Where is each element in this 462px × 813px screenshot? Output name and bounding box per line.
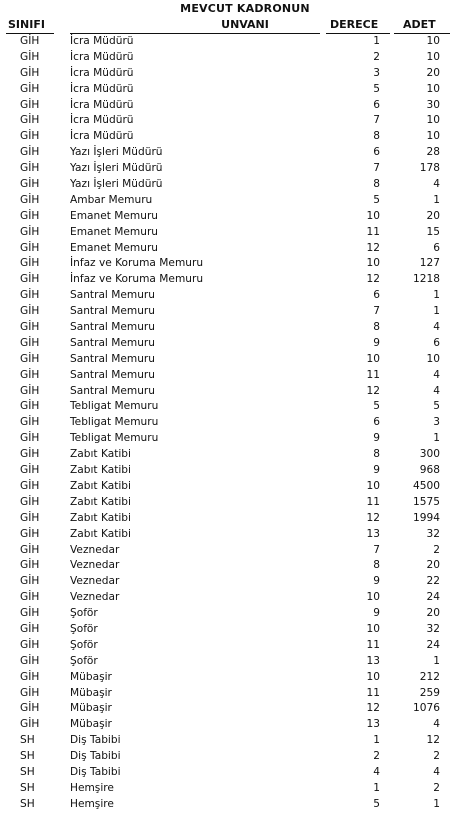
cell-derece: 9: [373, 607, 380, 620]
table-row: [0, 463, 462, 479]
table-row: [0, 177, 462, 193]
cell-sinif: GİH: [20, 559, 40, 572]
table-row: [0, 574, 462, 590]
cell-derece: 12: [366, 702, 380, 715]
cell-unvan: Emanet Memuru: [70, 209, 159, 222]
table-row: [0, 209, 462, 225]
table-row: [0, 352, 462, 368]
cell-derece: 11: [366, 368, 380, 381]
cell-derece: 9: [373, 336, 380, 349]
cell-derece: 12: [366, 384, 380, 397]
cell-adet: 10: [426, 35, 440, 47]
cell-adet: 4: [433, 321, 440, 334]
table-title: MEVCUT KADRONUN: [180, 2, 310, 15]
cell-adet: 30: [426, 98, 440, 111]
col-header-derece: DERECE: [330, 18, 379, 31]
cell-sinif: GİH: [20, 622, 40, 635]
cell-adet: 20: [426, 559, 440, 572]
cell-unvan: Mübaşir: [70, 686, 112, 699]
cell-sinif: GİH: [20, 241, 40, 254]
cell-sinif: GİH: [20, 575, 40, 588]
cell-sinif: GİH: [20, 305, 40, 318]
cell-unvan: Santral Memuru: [70, 384, 156, 397]
table-row: [0, 415, 462, 431]
cell-unvan: Veznedar: [70, 575, 120, 588]
table-row: [0, 161, 462, 177]
cell-adet: 1575: [413, 495, 440, 508]
cell-sinif: GİH: [20, 273, 40, 286]
cell-sinif: GİH: [20, 209, 40, 222]
column-header-row: [0, 18, 462, 33]
cell-adet: 1: [433, 193, 440, 206]
cell-derece: 10: [366, 352, 380, 365]
cell-adet: 32: [426, 527, 440, 540]
cell-derece: 5: [373, 797, 380, 810]
cell-adet: 10: [426, 352, 440, 365]
cell-sinif: GİH: [20, 654, 40, 667]
table-row: [0, 129, 462, 145]
cell-derece: 8: [373, 448, 380, 461]
cell-sinif: GİH: [20, 591, 40, 604]
cell-derece: 9: [373, 432, 380, 445]
cell-adet: 1: [433, 305, 440, 318]
cell-unvan: Santral Memuru: [70, 368, 156, 381]
cell-adet: 1076: [413, 702, 440, 715]
cell-derece: 8: [373, 321, 380, 334]
cell-derece: 3: [373, 66, 380, 79]
cell-sinif: GİH: [20, 400, 40, 413]
cell-unvan: Zabıt Katibi: [70, 464, 131, 477]
table-row: [0, 622, 462, 638]
cell-sinif: GİH: [20, 464, 40, 477]
cell-adet: 15: [426, 225, 440, 238]
cell-unvan: Santral Memuru: [70, 321, 156, 334]
cell-derece: 12: [366, 273, 380, 286]
cell-sinif: GİH: [20, 368, 40, 381]
cell-derece: 13: [366, 718, 380, 731]
cell-derece: 5: [373, 400, 380, 413]
cell-adet: 20: [426, 66, 440, 79]
table-row: [0, 543, 462, 559]
table-row: [0, 606, 462, 622]
cell-adet: 4: [433, 384, 440, 397]
cell-adet: 1: [433, 289, 440, 302]
cell-sinif: SH: [20, 797, 35, 810]
cell-unvan: İcra Müdürü: [70, 82, 134, 95]
cell-unvan: Yazı İşleri Müdürü: [70, 162, 163, 175]
col-header-sinif: SINIFI: [8, 18, 45, 31]
cell-derece: 9: [373, 464, 380, 477]
cell-sinif: GİH: [20, 50, 40, 63]
cell-unvan: Tebligat Memuru: [70, 400, 159, 413]
cell-sinif: GİH: [20, 416, 40, 429]
cell-adet: 1: [433, 654, 440, 667]
cell-unvan: İnfaz ve Koruma Memuru: [70, 257, 204, 270]
cell-derece: 12: [366, 511, 380, 524]
cell-sinif: SH: [20, 765, 35, 778]
cell-derece: 6: [373, 146, 380, 159]
cell-sinif: GİH: [20, 543, 40, 556]
table-row: [0, 686, 462, 702]
cell-unvan: Hemşire: [70, 797, 114, 810]
table-row: [0, 336, 462, 352]
cell-adet: 22: [426, 575, 440, 588]
table-row: [0, 638, 462, 654]
table-row: [0, 495, 462, 511]
cell-sinif: GİH: [20, 114, 40, 127]
cell-sinif: GİH: [20, 479, 40, 492]
cell-derece: 4: [373, 765, 380, 778]
cell-unvan: Tebligat Memuru: [70, 416, 159, 429]
cell-sinif: GİH: [20, 35, 40, 47]
cell-derece: 13: [366, 527, 380, 540]
table-row: [0, 558, 462, 574]
cell-unvan: Tebligat Memuru: [70, 432, 159, 445]
cell-adet: 178: [419, 162, 440, 175]
cell-derece: 7: [373, 162, 380, 175]
cell-derece: 10: [366, 257, 380, 270]
cell-derece: 1: [373, 734, 380, 747]
cell-adet: 300: [419, 448, 440, 461]
cell-unvan: Şoför: [70, 638, 98, 651]
table-row: [0, 34, 462, 50]
table-body: [0, 34, 462, 813]
cell-adet: 4: [433, 765, 440, 778]
cell-unvan: Veznedar: [70, 559, 120, 572]
cell-sinif: SH: [20, 781, 35, 794]
col-header-adet: ADET: [403, 18, 436, 31]
table-row: [0, 145, 462, 161]
cell-adet: 10: [426, 130, 440, 143]
cell-adet: 4: [433, 178, 440, 191]
cell-unvan: İcra Müdürü: [70, 98, 134, 111]
cell-derece: 8: [373, 559, 380, 572]
table-row: [0, 399, 462, 415]
cell-unvan: Zabıt Katibi: [70, 511, 131, 524]
table-row: [0, 288, 462, 304]
table-row: [0, 590, 462, 606]
table-row: [0, 113, 462, 129]
cell-derece: 11: [366, 495, 380, 508]
cell-adet: 3: [433, 416, 440, 429]
cell-unvan: Diş Tabibi: [70, 765, 121, 778]
cell-derece: 6: [373, 289, 380, 302]
cell-sinif: GİH: [20, 146, 40, 159]
cell-sinif: GİH: [20, 82, 40, 95]
cell-derece: 10: [366, 670, 380, 683]
cell-unvan: İnfaz ve Koruma Memuru: [70, 273, 204, 286]
cell-adet: 5: [433, 400, 440, 413]
cell-derece: 5: [373, 82, 380, 95]
cell-derece: 10: [366, 591, 380, 604]
table-row: [0, 749, 462, 765]
cell-sinif: GİH: [20, 718, 40, 731]
cell-adet: 24: [426, 638, 440, 651]
cell-unvan: Mübaşir: [70, 718, 112, 731]
cell-adet: 259: [419, 686, 440, 699]
cell-unvan: Zabıt Katibi: [70, 448, 131, 461]
cell-sinif: GİH: [20, 432, 40, 445]
cell-sinif: GİH: [20, 527, 40, 540]
cell-derece: 6: [373, 416, 380, 429]
table-row: [0, 256, 462, 272]
table-row: [0, 304, 462, 320]
cell-derece: 7: [373, 305, 380, 318]
cell-derece: 11: [366, 638, 380, 651]
cell-adet: 2: [433, 543, 440, 556]
table-row: [0, 511, 462, 527]
table-row: [0, 527, 462, 543]
cell-unvan: Yazı İşleri Müdürü: [70, 146, 163, 159]
table-row: [0, 670, 462, 686]
cell-unvan: İcra Müdürü: [70, 35, 134, 47]
cell-derece: 10: [366, 479, 380, 492]
cell-derece: 9: [373, 575, 380, 588]
cell-derece: 1: [373, 35, 380, 47]
cell-unvan: Zabıt Katibi: [70, 479, 131, 492]
cell-unvan: İcra Müdürü: [70, 130, 134, 143]
cell-unvan: Diş Tabibi: [70, 734, 121, 747]
cell-derece: 7: [373, 114, 380, 127]
cell-adet: 2: [433, 781, 440, 794]
cell-adet: 968: [419, 464, 440, 477]
cell-adet: 212: [419, 670, 440, 683]
table-row: [0, 797, 462, 813]
cell-sinif: GİH: [20, 511, 40, 524]
cell-unvan: Emanet Memuru: [70, 241, 159, 254]
cell-sinif: GİH: [20, 289, 40, 302]
cell-unvan: İcra Müdürü: [70, 50, 134, 63]
cell-unvan: Şoför: [70, 654, 98, 667]
cell-derece: 1: [373, 781, 380, 794]
cell-unvan: Santral Memuru: [70, 336, 156, 349]
table-row: [0, 272, 462, 288]
cell-adet: 12: [426, 734, 440, 747]
cell-adet: 127: [419, 257, 440, 270]
cell-sinif: GİH: [20, 686, 40, 699]
cell-sinif: GİH: [20, 257, 40, 270]
cell-adet: 10: [426, 114, 440, 127]
cell-unvan: Santral Memuru: [70, 289, 156, 302]
cell-unvan: Yazı İşleri Müdürü: [70, 178, 163, 191]
cell-unvan: Mübaşir: [70, 702, 112, 715]
table-row: [0, 717, 462, 733]
cell-adet: 6: [433, 241, 440, 254]
cell-sinif: GİH: [20, 225, 40, 238]
cell-sinif: GİH: [20, 98, 40, 111]
table-row: [0, 701, 462, 717]
cell-adet: 6: [433, 336, 440, 349]
cell-derece: 11: [366, 225, 380, 238]
table-row: [0, 66, 462, 82]
cell-adet: 1: [433, 797, 440, 810]
table-row: [0, 447, 462, 463]
cell-derece: 8: [373, 130, 380, 143]
cell-adet: 4500: [413, 479, 440, 492]
cell-derece: 6: [373, 98, 380, 111]
table-row: [0, 384, 462, 400]
cell-sinif: GİH: [20, 193, 40, 206]
table-row: [0, 781, 462, 797]
cell-unvan: Zabıt Katibi: [70, 495, 131, 508]
cell-unvan: Hemşire: [70, 781, 114, 794]
cell-sinif: SH: [20, 734, 35, 747]
cell-sinif: GİH: [20, 607, 40, 620]
table-row: [0, 479, 462, 495]
cell-adet: 24: [426, 591, 440, 604]
cell-unvan: İcra Müdürü: [70, 114, 134, 127]
cell-derece: 13: [366, 654, 380, 667]
table-row: [0, 654, 462, 670]
cell-unvan: Veznedar: [70, 543, 120, 556]
cell-adet: 20: [426, 209, 440, 222]
cell-unvan: İcra Müdürü: [70, 66, 134, 79]
table-row: [0, 50, 462, 66]
cell-sinif: GİH: [20, 162, 40, 175]
table-row: [0, 431, 462, 447]
cell-sinif: GİH: [20, 638, 40, 651]
table-row: [0, 193, 462, 209]
cell-adet: 4: [433, 368, 440, 381]
cell-adet: 20: [426, 607, 440, 620]
cell-sinif: GİH: [20, 670, 40, 683]
cell-adet: 32: [426, 622, 440, 635]
cell-sinif: GİH: [20, 321, 40, 334]
col-header-unvan: UNVANI: [221, 18, 269, 31]
table-row: [0, 225, 462, 241]
cell-adet: 1: [433, 432, 440, 445]
cell-adet: 10: [426, 50, 440, 63]
cell-unvan: Ambar Memuru: [70, 193, 153, 206]
cell-unvan: Şoför: [70, 607, 98, 620]
cell-derece: 11: [366, 686, 380, 699]
cell-unvan: Santral Memuru: [70, 352, 156, 365]
cell-unvan: Mübaşir: [70, 670, 112, 683]
cell-sinif: GİH: [20, 66, 40, 79]
cell-unvan: Zabıt Katibi: [70, 527, 131, 540]
cell-unvan: Şoför: [70, 622, 98, 635]
table-row: [0, 241, 462, 257]
cell-adet: 10: [426, 82, 440, 95]
cell-derece: 5: [373, 193, 380, 206]
cell-derece: 10: [366, 622, 380, 635]
cell-derece: 10: [366, 209, 380, 222]
cell-unvan: Emanet Memuru: [70, 225, 159, 238]
cell-unvan: Veznedar: [70, 591, 120, 604]
cell-adet: 2: [433, 750, 440, 763]
cell-sinif: SH: [20, 750, 35, 763]
cell-sinif: GİH: [20, 702, 40, 715]
cell-derece: 2: [373, 750, 380, 763]
table-row: [0, 765, 462, 781]
cell-derece: 8: [373, 178, 380, 191]
cell-unvan: Santral Memuru: [70, 305, 156, 318]
cell-sinif: GİH: [20, 384, 40, 397]
table-row: [0, 320, 462, 336]
cell-sinif: GİH: [20, 336, 40, 349]
table-row: [0, 368, 462, 384]
cell-adet: 28: [426, 146, 440, 159]
cell-derece: 7: [373, 543, 380, 556]
cell-sinif: GİH: [20, 495, 40, 508]
cell-derece: 2: [373, 50, 380, 63]
cell-sinif: GİH: [20, 130, 40, 143]
cell-sinif: GİH: [20, 178, 40, 191]
cell-sinif: GİH: [20, 352, 40, 365]
cell-sinif: GİH: [20, 448, 40, 461]
cell-adet: 1994: [413, 511, 440, 524]
table-row: [0, 733, 462, 749]
cell-unvan: Diş Tabibi: [70, 750, 121, 763]
cell-derece: 12: [366, 241, 380, 254]
table-row: [0, 98, 462, 114]
table-row: [0, 82, 462, 98]
cell-adet: 4: [433, 718, 440, 731]
cell-adet: 1218: [413, 273, 440, 286]
